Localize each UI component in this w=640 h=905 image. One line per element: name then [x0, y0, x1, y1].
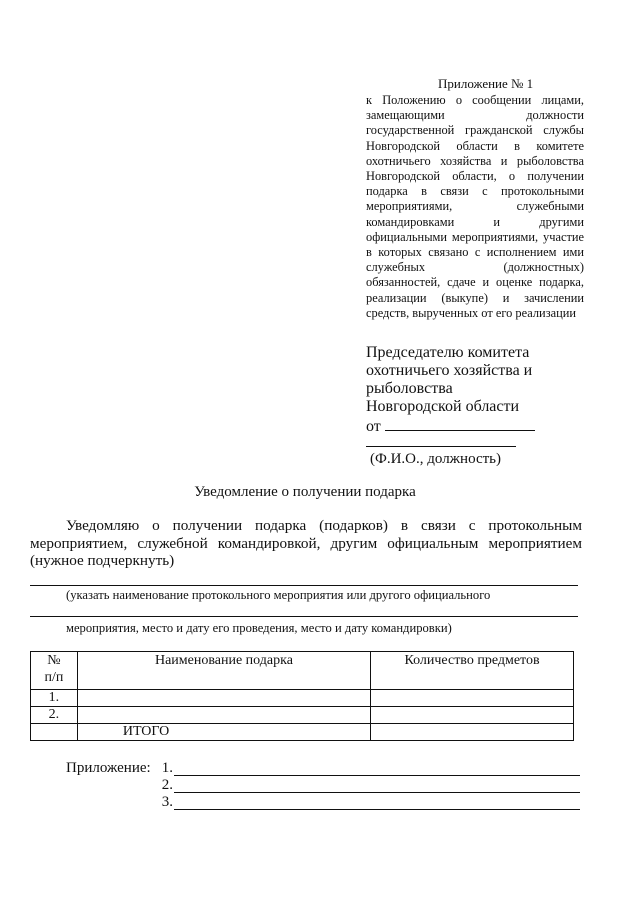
attachment-num: 1.	[161, 760, 173, 776]
total-quantity-cell[interactable]	[371, 724, 574, 741]
signature-underline[interactable]	[366, 446, 516, 447]
from-label: от	[366, 418, 381, 435]
header-num-line2: п/п	[44, 670, 64, 685]
appendix-text: к Положению о сообщении лицами, замещающими должности государственной гражданской службы Новгородской области в комитете охотничьего хозяйства и рыболовства Новгородской области, о получении подарка в связи с протокольными мероприятиями, служебными командировками и другими официальными мероприятиями, участие в которых связано с исполнением ими служебных (должностных) обязанностей, сдаче и оценке подарка, реализации (выкупе) и зачислении средств, вырученных от его реализации	[366, 93, 584, 320]
attachments-label: Приложение:	[66, 760, 151, 776]
header-quantity: Количество предметов	[371, 652, 574, 690]
table-row	[31, 690, 574, 707]
event-fill-line-1[interactable]	[30, 585, 578, 586]
gift-table	[30, 651, 574, 741]
attachment-fill-line[interactable]	[174, 792, 580, 793]
attachment-num: 2.	[161, 777, 173, 793]
quantity-cell[interactable]	[371, 690, 574, 707]
table-total-row	[31, 724, 574, 741]
total-num-cell	[31, 724, 78, 741]
header-gift-name: Наименование подарка	[77, 652, 370, 690]
table-row	[31, 707, 574, 724]
event-hint-1: (указать наименование протокольного мероприятия или другого официального	[66, 588, 491, 602]
addressee-block	[366, 344, 535, 436]
addressee-line-3: рыболовства	[366, 380, 453, 397]
attachment-fill-line[interactable]	[174, 775, 580, 776]
gift-name-cell[interactable]	[77, 707, 370, 724]
from-row	[366, 416, 535, 436]
addressee-line-2: охотничьего хозяйства и	[366, 362, 533, 379]
appendix-title: Приложение № 1	[438, 76, 534, 91]
notice-title: Уведомление о получении подарка	[194, 484, 416, 500]
notice-body: Уведомляю о получении подарка (подарков) в связи с протокольным мероприятием, служебной командировкой, другим официальным мероприятием (нужное подчеркнуть)	[30, 517, 582, 569]
gift-name-cell[interactable]	[77, 690, 370, 707]
row-num: 1.	[31, 690, 78, 707]
header-num-line1: №	[47, 653, 61, 668]
attachment-fill-line[interactable]	[174, 809, 580, 810]
addressee-line-1: Председателю комитета	[366, 344, 530, 361]
row-num: 2.	[31, 707, 78, 724]
event-hint-2: мероприятия, место и дату его проведения, место и дату командировки)	[66, 621, 452, 635]
quantity-cell[interactable]	[371, 707, 574, 724]
addressee-line-4: Новгородской области	[366, 398, 520, 415]
attachment-row-2	[160, 777, 173, 793]
table-header-row	[31, 652, 574, 690]
attachment-num: 3.	[161, 794, 173, 810]
fio-caption: (Ф.И.О., должность)	[370, 451, 501, 467]
total-label: ИТОГО	[77, 724, 370, 741]
from-fill-line[interactable]	[385, 416, 535, 431]
attachment-row-3	[160, 794, 173, 810]
event-fill-line-2[interactable]	[30, 616, 578, 617]
attachment-row-1	[160, 760, 173, 776]
header-num	[31, 652, 78, 690]
